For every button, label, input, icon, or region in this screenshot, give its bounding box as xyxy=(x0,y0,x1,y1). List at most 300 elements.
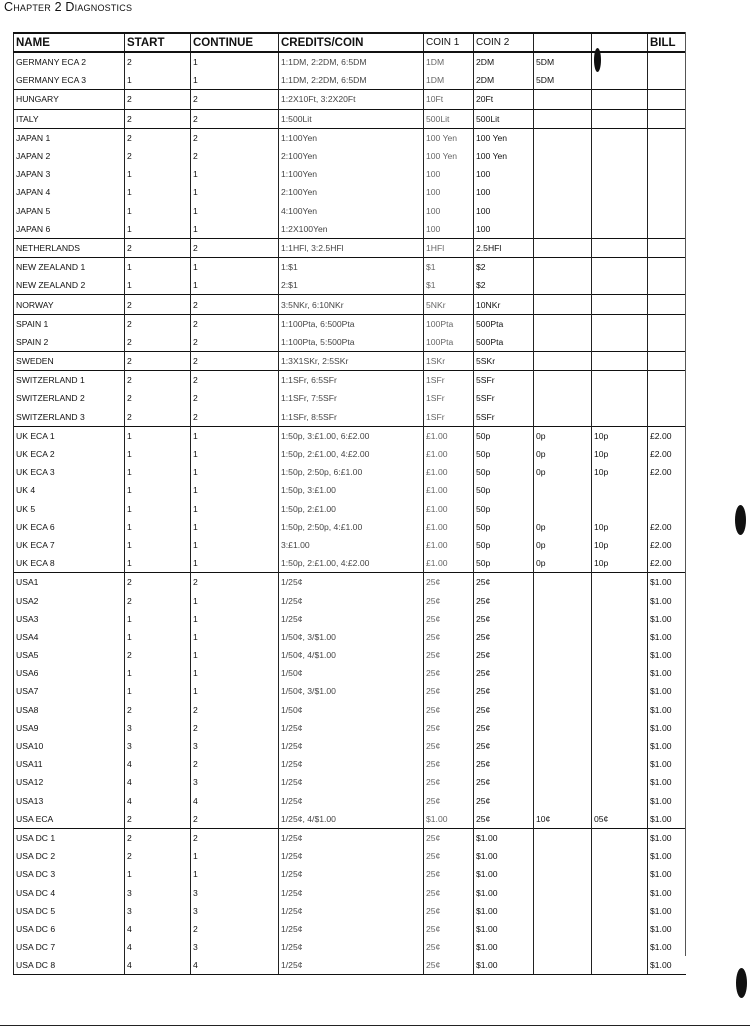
cell-coin3 xyxy=(534,165,592,183)
cell-coin1: £1.00 xyxy=(424,426,474,445)
cell-start: 2 xyxy=(125,573,191,592)
cell-credits: 1:1SFr, 6:5SFr xyxy=(279,371,424,390)
cell-continue: 1 xyxy=(191,445,279,463)
cell-credits: 1/50¢ xyxy=(279,664,424,682)
cell-start: 4 xyxy=(125,938,191,956)
cell-bill xyxy=(648,52,686,71)
cell-bill xyxy=(648,295,686,314)
cell-coin3: 0p xyxy=(534,518,592,536)
cell-coin2: 500Pta xyxy=(474,314,534,333)
cell-coin1: £1.00 xyxy=(424,481,474,499)
cell-start: 1 xyxy=(125,865,191,883)
cell-coin2: 50p xyxy=(474,481,534,499)
cell-name: USA DC 2 xyxy=(14,847,125,865)
cell-credits: 3:5NKr, 6:10NKr xyxy=(279,295,424,314)
cell-start: 1 xyxy=(125,682,191,700)
cell-start: 2 xyxy=(125,333,191,352)
cell-coin1: 1SFr xyxy=(424,408,474,427)
cell-credits: 1:100Pta, 5:500Pta xyxy=(279,333,424,352)
cell-continue: 1 xyxy=(191,71,279,90)
cell-credits: 3:£1.00 xyxy=(279,536,424,554)
cell-name: USA9 xyxy=(14,719,125,737)
cell-start: 2 xyxy=(125,847,191,865)
cell-coin1: 100 xyxy=(424,183,474,201)
cell-coin3: 5DM xyxy=(534,71,592,90)
cell-continue: 2 xyxy=(191,573,279,592)
cell-continue: 1 xyxy=(191,276,279,295)
table-row xyxy=(14,610,686,628)
table-row xyxy=(14,352,686,371)
right-border-rule xyxy=(685,32,686,956)
cell-coin1: $1 xyxy=(424,276,474,295)
cell-continue: 1 xyxy=(191,500,279,518)
cell-coin2: 25¢ xyxy=(474,773,534,791)
cell-coin2: $1.00 xyxy=(474,828,534,847)
cell-credits: 1/25¢, 4/$1.00 xyxy=(279,810,424,829)
table-row xyxy=(14,333,686,352)
cell-bill: $1.00 xyxy=(648,719,686,737)
cell-credits: 1/25¢ xyxy=(279,591,424,609)
cell-credits: 2:100Yen xyxy=(279,147,424,165)
cell-name: GERMANY ECA 3 xyxy=(14,71,125,90)
cell-coin2: 25¢ xyxy=(474,628,534,646)
cell-name: USA DC 1 xyxy=(14,828,125,847)
cell-coin4 xyxy=(592,701,648,719)
cell-coin2: 5SKr xyxy=(474,352,534,371)
cell-coin3: 0p xyxy=(534,536,592,554)
cell-coin2: 25¢ xyxy=(474,737,534,755)
header-continue: CONTINUE xyxy=(191,33,279,52)
cell-name: UK 4 xyxy=(14,481,125,499)
cell-bill: $1.00 xyxy=(648,847,686,865)
table-row xyxy=(14,518,686,536)
cell-credits: 1/25¢ xyxy=(279,792,424,810)
cell-continue: 3 xyxy=(191,902,279,920)
cell-coin3: 0p xyxy=(534,445,592,463)
cell-coin2: 500Lit xyxy=(474,109,534,128)
cell-continue: 1 xyxy=(191,52,279,71)
cell-continue: 2 xyxy=(191,238,279,257)
cell-coin1: 1DM xyxy=(424,71,474,90)
cell-start: 1 xyxy=(125,481,191,499)
cell-credits: 1/25¢ xyxy=(279,938,424,956)
cell-continue: 1 xyxy=(191,481,279,499)
cell-bill: £2.00 xyxy=(648,463,686,481)
table-row xyxy=(14,371,686,390)
cell-coin4 xyxy=(592,276,648,295)
cell-coin4 xyxy=(592,147,648,165)
cell-start: 4 xyxy=(125,956,191,975)
cell-bill xyxy=(648,128,686,147)
cell-continue: 1 xyxy=(191,165,279,183)
cell-coin4: 10p xyxy=(592,518,648,536)
cell-start: 2 xyxy=(125,828,191,847)
cell-coin3 xyxy=(534,573,592,592)
cell-credits: 1:1SFr, 8:5SFr xyxy=(279,408,424,427)
cell-bill: $1.00 xyxy=(648,865,686,883)
cell-coin2: 50p xyxy=(474,536,534,554)
cell-coin3 xyxy=(534,682,592,700)
cell-coin2: 25¢ xyxy=(474,664,534,682)
cell-coin3 xyxy=(534,389,592,407)
cell-bill: $1.00 xyxy=(648,737,686,755)
cell-bill: $1.00 xyxy=(648,664,686,682)
cell-name: USA13 xyxy=(14,792,125,810)
cell-credits: 1/25¢ xyxy=(279,828,424,847)
cell-coin3 xyxy=(534,828,592,847)
cell-bill xyxy=(648,333,686,352)
cell-credits: 1/25¢ xyxy=(279,865,424,883)
cell-coin4 xyxy=(592,938,648,956)
cell-coin2: $1.00 xyxy=(474,956,534,975)
cell-bill xyxy=(648,276,686,295)
cell-continue: 1 xyxy=(191,591,279,609)
cell-continue: 2 xyxy=(191,90,279,109)
cell-name: NETHERLANDS xyxy=(14,238,125,257)
cell-start: 1 xyxy=(125,500,191,518)
cell-coin1: 25¢ xyxy=(424,847,474,865)
cell-start: 4 xyxy=(125,792,191,810)
cell-coin3 xyxy=(534,883,592,901)
cell-coin4 xyxy=(592,333,648,352)
cell-name: SWEDEN xyxy=(14,352,125,371)
cell-name: SPAIN 1 xyxy=(14,314,125,333)
cell-continue: 1 xyxy=(191,646,279,664)
cell-name: USA DC 3 xyxy=(14,865,125,883)
cell-start: 1 xyxy=(125,664,191,682)
table-row xyxy=(14,71,686,90)
cell-credits: 1:100Yen xyxy=(279,165,424,183)
cell-start: 1 xyxy=(125,610,191,628)
cell-bill xyxy=(648,71,686,90)
table-row xyxy=(14,883,686,901)
cell-bill xyxy=(648,352,686,371)
table-row xyxy=(14,938,686,956)
cell-bill xyxy=(648,389,686,407)
cell-bill xyxy=(648,500,686,518)
cell-name: USA4 xyxy=(14,628,125,646)
cell-start: 1 xyxy=(125,554,191,573)
cell-coin4 xyxy=(592,202,648,220)
cell-coin3 xyxy=(534,352,592,371)
cell-continue: 2 xyxy=(191,371,279,390)
cell-coin2: 25¢ xyxy=(474,610,534,628)
table-row xyxy=(14,426,686,445)
cell-name: USA DC 6 xyxy=(14,920,125,938)
cell-continue: 3 xyxy=(191,883,279,901)
cell-start: 4 xyxy=(125,773,191,791)
cell-coin4 xyxy=(592,71,648,90)
cell-credits: 1:1SFr, 7:5SFr xyxy=(279,389,424,407)
header-coin4 xyxy=(592,33,648,52)
table-row xyxy=(14,238,686,257)
cell-name: UK ECA 7 xyxy=(14,536,125,554)
cell-start: 1 xyxy=(125,445,191,463)
cell-coin3: 0p xyxy=(534,426,592,445)
cell-coin1: 25¢ xyxy=(424,701,474,719)
cell-coin4 xyxy=(592,664,648,682)
cell-coin1: 10Ft xyxy=(424,90,474,109)
cell-start: 2 xyxy=(125,701,191,719)
cell-start: 2 xyxy=(125,238,191,257)
cell-coin1: 1SFr xyxy=(424,389,474,407)
cell-credits: 1:1DM, 2:2DM, 6:5DM xyxy=(279,52,424,71)
cell-continue: 2 xyxy=(191,408,279,427)
cell-coin3 xyxy=(534,701,592,719)
cell-name: HUNGARY xyxy=(14,90,125,109)
cell-continue: 4 xyxy=(191,792,279,810)
cell-coin1: 25¢ xyxy=(424,902,474,920)
cell-coin3 xyxy=(534,202,592,220)
cell-start: 2 xyxy=(125,52,191,71)
cell-coin3 xyxy=(534,664,592,682)
header-name: NAME xyxy=(14,33,125,52)
cell-name: USA6 xyxy=(14,664,125,682)
cell-name: JAPAN 2 xyxy=(14,147,125,165)
cell-coin2: 25¢ xyxy=(474,591,534,609)
cell-name: UK ECA 1 xyxy=(14,426,125,445)
cell-continue: 2 xyxy=(191,828,279,847)
cell-coin2: 25¢ xyxy=(474,810,534,829)
table-row xyxy=(14,755,686,773)
cell-start: 4 xyxy=(125,920,191,938)
cell-continue: 1 xyxy=(191,610,279,628)
cell-name: UK ECA 8 xyxy=(14,554,125,573)
cell-coin4 xyxy=(592,828,648,847)
cell-coin3 xyxy=(534,128,592,147)
cell-coin3 xyxy=(534,920,592,938)
cell-coin3 xyxy=(534,258,592,277)
cell-name: USA7 xyxy=(14,682,125,700)
cell-name: ITALY xyxy=(14,109,125,128)
cell-coin2: 5SFr xyxy=(474,408,534,427)
cell-coin4 xyxy=(592,389,648,407)
cell-start: 2 xyxy=(125,646,191,664)
cell-coin3 xyxy=(534,719,592,737)
cell-continue: 2 xyxy=(191,295,279,314)
cell-continue: 2 xyxy=(191,128,279,147)
cell-coin3 xyxy=(534,755,592,773)
cell-coin4 xyxy=(592,628,648,646)
cell-bill: $1.00 xyxy=(648,920,686,938)
cell-coin2: 100 xyxy=(474,220,534,239)
cell-coin4 xyxy=(592,920,648,938)
cell-credits: 2:$1 xyxy=(279,276,424,295)
cell-credits: 1/25¢ xyxy=(279,610,424,628)
cell-continue: 2 xyxy=(191,109,279,128)
cell-bill: $1.00 xyxy=(648,938,686,956)
cell-continue: 1 xyxy=(191,202,279,220)
cell-coin4 xyxy=(592,902,648,920)
cell-coin1: 1DM xyxy=(424,52,474,71)
table-row xyxy=(14,920,686,938)
cell-coin2: 25¢ xyxy=(474,646,534,664)
cell-coin4: 10p xyxy=(592,426,648,445)
cell-name: SWITZERLAND 3 xyxy=(14,408,125,427)
cell-bill xyxy=(648,220,686,239)
table-row xyxy=(14,628,686,646)
cell-name: NEW ZEALAND 1 xyxy=(14,258,125,277)
cell-start: 1 xyxy=(125,276,191,295)
cell-start: 3 xyxy=(125,737,191,755)
cell-coin1: 25¢ xyxy=(424,646,474,664)
cell-coin1: 25¢ xyxy=(424,792,474,810)
cell-bill: £2.00 xyxy=(648,536,686,554)
cell-start: 2 xyxy=(125,389,191,407)
cell-coin1: 25¢ xyxy=(424,865,474,883)
cell-coin1: £1.00 xyxy=(424,463,474,481)
cell-coin3 xyxy=(534,147,592,165)
cell-continue: 2 xyxy=(191,314,279,333)
cell-coin2: 25¢ xyxy=(474,792,534,810)
cell-coin4 xyxy=(592,847,648,865)
cell-credits: 1:50p, 2:£1.00 xyxy=(279,500,424,518)
cell-coin2: $2 xyxy=(474,258,534,277)
cell-coin2: 25¢ xyxy=(474,573,534,592)
cell-start: 3 xyxy=(125,883,191,901)
cell-coin2: $1.00 xyxy=(474,847,534,865)
table-row xyxy=(14,664,686,682)
header-coin1: COIN 1 xyxy=(424,33,474,52)
cell-start: 2 xyxy=(125,295,191,314)
cell-coin1: $1 xyxy=(424,258,474,277)
table-row xyxy=(14,90,686,109)
cell-credits: 1:1HFl, 3:2.5HFl xyxy=(279,238,424,257)
cell-coin3 xyxy=(534,902,592,920)
cell-start: 1 xyxy=(125,518,191,536)
cell-continue: 1 xyxy=(191,518,279,536)
cell-coin1: 100 Yen xyxy=(424,147,474,165)
cell-start: 1 xyxy=(125,628,191,646)
cell-continue: 1 xyxy=(191,536,279,554)
header-row xyxy=(14,33,686,52)
cell-start: 1 xyxy=(125,463,191,481)
cell-start: 2 xyxy=(125,314,191,333)
header-credits-coin: CREDITS/COIN xyxy=(279,33,424,52)
cell-bill: $1.00 xyxy=(648,591,686,609)
table-row xyxy=(14,536,686,554)
table-row xyxy=(14,865,686,883)
cell-credits: 1:2X100Yen xyxy=(279,220,424,239)
cell-bill xyxy=(648,314,686,333)
cell-coin1: 100 xyxy=(424,165,474,183)
cell-coin1: 25¢ xyxy=(424,773,474,791)
cell-bill xyxy=(648,371,686,390)
cell-credits: 1/50¢ xyxy=(279,701,424,719)
cell-name: USA DC 8 xyxy=(14,956,125,975)
cell-coin1: 25¢ xyxy=(424,956,474,975)
cell-coin1: 25¢ xyxy=(424,682,474,700)
cell-coin2: 100 xyxy=(474,183,534,201)
cell-name: NORWAY xyxy=(14,295,125,314)
cell-coin4 xyxy=(592,90,648,109)
cell-credits: 2:100Yen xyxy=(279,183,424,201)
cell-bill xyxy=(648,481,686,499)
cell-continue: 2 xyxy=(191,389,279,407)
cell-credits: 1/25¢ xyxy=(279,847,424,865)
cell-continue: 2 xyxy=(191,719,279,737)
cell-bill: $1.00 xyxy=(648,792,686,810)
cell-coin4 xyxy=(592,109,648,128)
cell-name: NEW ZEALAND 2 xyxy=(14,276,125,295)
cell-name: USA11 xyxy=(14,755,125,773)
cell-credits: 1/25¢ xyxy=(279,902,424,920)
cell-coin2: 50p xyxy=(474,426,534,445)
cell-name: USA2 xyxy=(14,591,125,609)
cell-name: USA10 xyxy=(14,737,125,755)
cell-bill: $1.00 xyxy=(648,828,686,847)
cell-coin4 xyxy=(592,352,648,371)
cell-name: JAPAN 3 xyxy=(14,165,125,183)
table-row xyxy=(14,183,686,201)
cell-coin1: 25¢ xyxy=(424,755,474,773)
cell-bill xyxy=(648,258,686,277)
cell-coin1: £1.00 xyxy=(424,536,474,554)
cell-coin2: $1.00 xyxy=(474,902,534,920)
cell-continue: 2 xyxy=(191,147,279,165)
cell-coin1: 25¢ xyxy=(424,883,474,901)
cell-credits: 1:50p, 2:£1.00, 4:£2.00 xyxy=(279,445,424,463)
cell-coin3 xyxy=(534,314,592,333)
cell-coin4 xyxy=(592,719,648,737)
cell-name: SWITZERLAND 1 xyxy=(14,371,125,390)
cell-coin1: 100 xyxy=(424,202,474,220)
cell-bill xyxy=(648,408,686,427)
cell-credits: 1/25¢ xyxy=(279,737,424,755)
table-row xyxy=(14,701,686,719)
cell-credits: 1/50¢, 3/$1.00 xyxy=(279,682,424,700)
cell-bill xyxy=(648,90,686,109)
cell-coin2: 100 xyxy=(474,202,534,220)
cell-coin2: 50p xyxy=(474,500,534,518)
cell-continue: 1 xyxy=(191,664,279,682)
cell-name: UK ECA 2 xyxy=(14,445,125,463)
table-row xyxy=(14,956,686,975)
cell-continue: 2 xyxy=(191,701,279,719)
cell-start: 1 xyxy=(125,202,191,220)
cell-bill xyxy=(648,238,686,257)
cell-credits: 1:500Lit xyxy=(279,109,424,128)
cell-coin2: $2 xyxy=(474,276,534,295)
cell-bill xyxy=(648,147,686,165)
cell-coin4 xyxy=(592,183,648,201)
cell-credits: 4:100Yen xyxy=(279,202,424,220)
table-row xyxy=(14,295,686,314)
cell-coin4 xyxy=(592,371,648,390)
cell-name: UK ECA 3 xyxy=(14,463,125,481)
cell-coin3 xyxy=(534,183,592,201)
cell-coin2: 50p xyxy=(474,518,534,536)
cell-coin2: 100 Yen xyxy=(474,128,534,147)
table-row xyxy=(14,646,686,664)
cell-coin3 xyxy=(534,938,592,956)
table-row xyxy=(14,165,686,183)
cell-coin4 xyxy=(592,610,648,628)
table-row xyxy=(14,737,686,755)
cell-coin1: 25¢ xyxy=(424,737,474,755)
cell-credits: 1:2X10Ft, 3:2X20Ft xyxy=(279,90,424,109)
cell-bill xyxy=(648,183,686,201)
cell-coin1: 25¢ xyxy=(424,628,474,646)
cell-name: JAPAN 4 xyxy=(14,183,125,201)
table-row xyxy=(14,147,686,165)
cell-start: 4 xyxy=(125,755,191,773)
cell-coin2: 50p xyxy=(474,554,534,573)
cell-coin2: $1.00 xyxy=(474,920,534,938)
cell-coin2: 20Ft xyxy=(474,90,534,109)
cell-coin4 xyxy=(592,238,648,257)
cell-start: 1 xyxy=(125,426,191,445)
